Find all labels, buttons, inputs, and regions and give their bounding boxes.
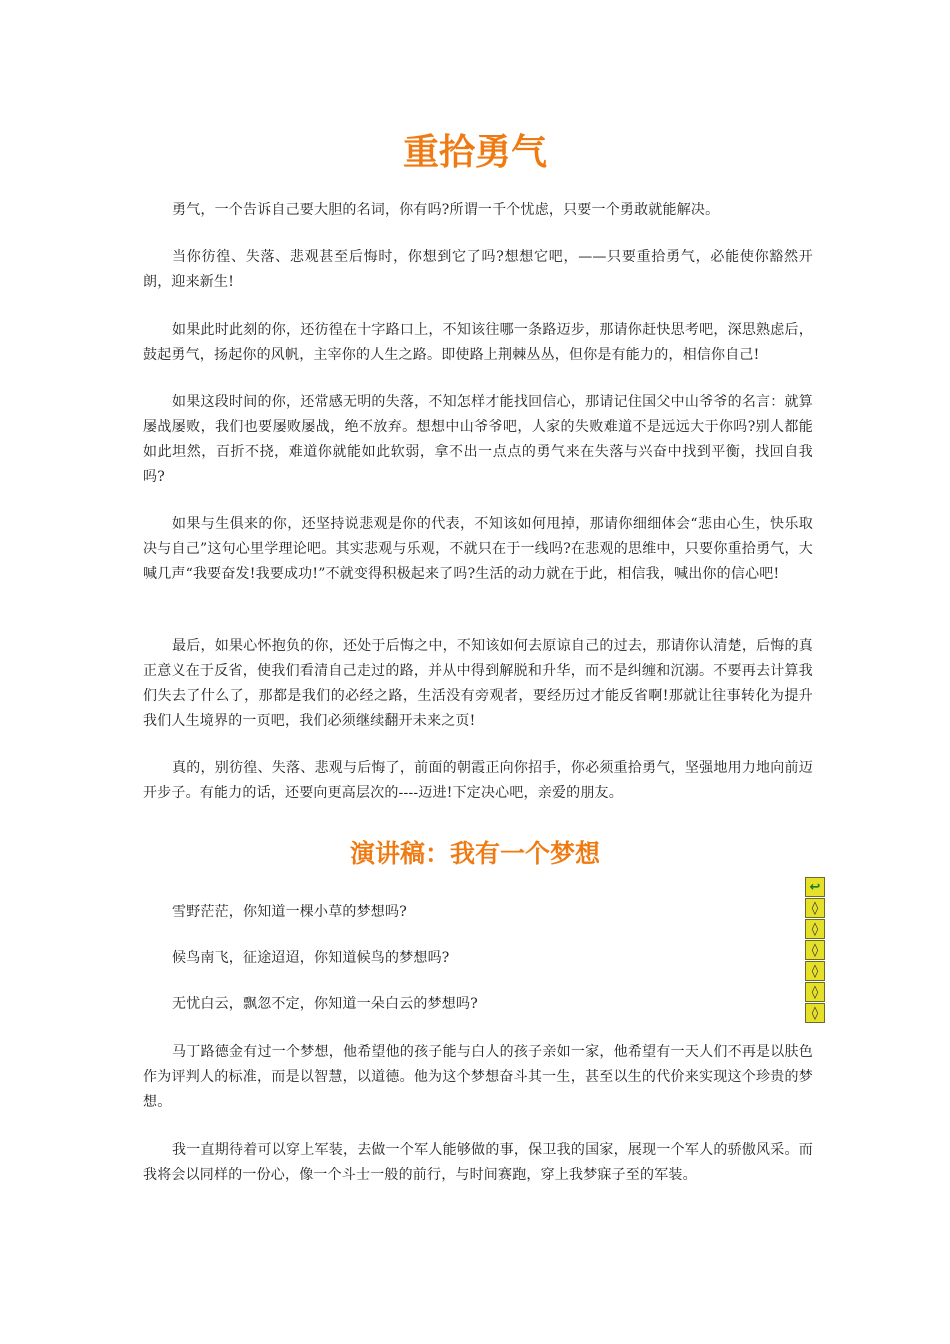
diamond-icon: ◊ (805, 940, 825, 960)
paragraph: 我一直期待着可以穿上军装，去做一个军人能够做的事，保卫我的国家，展现一个军人的骄傲风采。而我将会以同样的一份心，像一个斗士一般的前行，与时间赛跑，穿上我梦寐子至的军装。 (143, 1142, 813, 1183)
article-title: 重拾勇气 (402, 132, 547, 173)
paragraph: 最后，如果心怀抱负的你，还处于后悔之中，不知该如何去原谅自己的过去，那请你认清楚，后悔的真正意义在于反省，使我们看清自己走过的路，并从中得到解脱和升华，而不是纠缠和沉溺。不要再去计算我们失去了什么了，那都是我们的必经之路，生活没有旁观者，要经历过才能反省啊!那就让往事转化为提升我们人生境界的一页吧，我们必须继续翻开未来之页! (143, 638, 813, 729)
paragraph: 如果与生俱来的你，还坚持说悲观是你的代表，不知该如何甩掉，那请你细细体会“悲由心生，快乐取决与自己”这句心里学理论吧。其实悲观与乐观，不就只在于一线吗?在悲观的思维中，只要你重拾勇气，大喊几声“我要奋发!我要成功!”不就变得积极起来了吗?生活的动力就在于此，相信我，喊出你的信心吧! (143, 516, 813, 582)
paragraph: 马丁路德金有过一个梦想，他希望他的孩子能与白人的孩子亲如一家，他希望有一天人们不再是以肤色作为评判人的标准，而是以智慧，以道德。他为这个梦想奋斗其一生，甚至以生的代价来实现这个珍贵的梦想。 (143, 1044, 813, 1110)
paragraph: 如果此时此刻的你，还彷徨在十字路口上，不知该往哪一条路迈步，那请你赶快思考吧，深思熟虑后，鼓起勇气，扬起你的风帆，主宰你的人生之路。即使路上荆棘丛丛，但你是有能力的，相信你自己! (143, 322, 813, 363)
side-icon-strip (805, 877, 825, 1024)
paragraph: 当你彷徨、失落、悲观甚至后悔时，你想到它了吗?想想它吧，——只要重拾勇气，必能使你豁然开朗，迎来新生! (143, 249, 813, 290)
paragraph: 如果这段时间的你，还常感无明的失落，不知怎样才能找回信心，那请记住国父中山爷爷的名言：就算屡战屡败，我们也要屡败屡战，绝不放弃。想想中山爷爷吧，人家的失败难道不是远远大于你吗?别人都能如此坦然，百折不挠，难道你就能如此软弱，拿不出一点点的勇气来在失落与兴奋中找到平衡，找回自我吗? (143, 394, 813, 485)
diamond-icon: ◊ (805, 919, 825, 939)
paragraph: 候鸟南飞，征途迢迢，你知道候鸟的梦想吗? (172, 950, 450, 966)
diamond-icon: ◊ (805, 1003, 825, 1023)
diamond-icon: ◊ (805, 961, 825, 981)
article-title: 演讲稿：我有一个梦想 (349, 839, 600, 868)
diamond-icon: ◊ (805, 898, 825, 918)
paragraph: 勇气，一个告诉自己要大胆的名词，你有吗?所谓一千个忧虑，只要一个勇敢就能解决。 (172, 202, 720, 218)
paragraph: 雪野茫茫，你知道一棵小草的梦想吗? (172, 904, 407, 920)
paragraph: 无忧白云，飘忽不定，你知道一朵白云的梦想吗? (172, 996, 478, 1012)
diamond-icon: ◊ (805, 982, 825, 1002)
hook-icon: ↩ (805, 877, 825, 897)
paragraph: 真的，别彷徨、失落、悲观与后悔了，前面的朝霞正向你招手，你必须重拾勇气，坚强地用力地向前迈开步子。有能力的话，还要向更高层次的----迈进!下定决心吧，亲爱的朋友。 (143, 760, 813, 801)
